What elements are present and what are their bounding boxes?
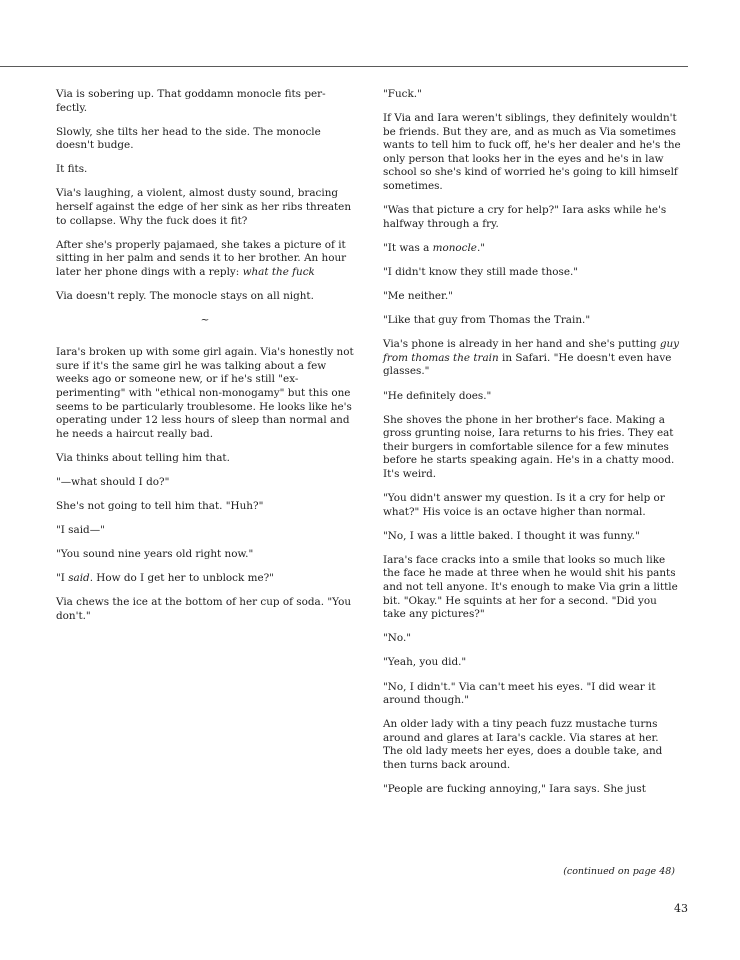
paragraph: An older lady with a tiny peach fuzz mustache turns around and glares at Iara's cackle. Via stares at her. The old lady meets her eyes, does a double take, and then turns back around. <box>383 718 663 771</box>
paragraph: "No, I was a little baked. I thought it was funny." <box>383 529 640 542</box>
paragraph <box>56 239 354 280</box>
paragraph <box>383 242 681 256</box>
paragraph: "Yeah, you did." <box>383 656 467 669</box>
italic-text: what the fuck <box>242 265 315 278</box>
paragraph: Iara's face cracks into a smile that looks so much like the face he made at three when he would shit his pants and not tell anyone. It's enough to make Via grin a little bit. "Okay." He squints at her for a second. "Did you take any pictures?" <box>383 553 678 621</box>
text-run: Via's phone is already in her hand and she's putting <box>383 338 660 351</box>
header-rule <box>0 66 688 67</box>
paragraph: She shoves the phone in her brother's face. Making a gross grunting noise, Iara returns to his fries. They eat their burgers in comfortable silence for a few minutes before he starts speaking again. He's in a chatty mood. It's weird. <box>383 413 675 480</box>
text-run: in Safari. "He doesn't even have glasses." <box>383 351 672 378</box>
paragraph: Via chews the ice at the bottom of her cup of soda. "You don't." <box>56 596 352 622</box>
paragraph: "—what should I do?" <box>56 475 170 488</box>
paragraph: Via thinks about telling him that. <box>56 451 230 464</box>
paragraph: "He definitely does." <box>383 389 492 402</box>
text-run: After she's properly pajamaed, she takes a picture of it sitting in her palm and sends it to her brother. An hour later her phone dings with a reply: <box>56 238 347 278</box>
paragraph: "No." <box>383 632 412 645</box>
paragraph: "I didn't know they still made those." <box>383 265 579 278</box>
paragraph: "People are fucking annoying," Iara says. She just <box>383 783 646 796</box>
paragraph: Slowly, she tilts her head to the side. The monocle doesn't budge. <box>56 125 321 152</box>
paragraph: Via doesn't reply. The monocle stays on all night. <box>56 290 314 303</box>
paragraph: It fits. <box>56 163 88 176</box>
right-column <box>383 88 681 807</box>
paragraph: Via's laughing, a violent, almost dusty sound, bracing herself against the edge of her sink as her ribs threaten to collapse. Why the fuck does it fit? <box>56 187 352 227</box>
text-run: "I <box>56 572 69 585</box>
text-run: "It was a <box>383 241 433 254</box>
paragraph: If Via and Iara weren't siblings, they definitely wouldn't be friends. But they are, and as much as Via sometimes wants to tell him to fuck off, he's her dealer and he's the only person that looks her in the eyes and he's in law school so she's kind of worried he's going to kill himself sometimes. <box>383 112 681 193</box>
continued-note: (continued on page 48) <box>563 866 675 877</box>
italic-text: monocle <box>432 241 477 254</box>
paragraph: "I said—" <box>56 524 105 537</box>
left-column <box>56 88 354 634</box>
paragraph <box>56 572 354 586</box>
paragraph: She's not going to tell him that. "Huh?" <box>56 499 264 512</box>
paragraph: "Was that picture a cry for help?" Iara asks while he's halfway through a fry. <box>383 204 667 230</box>
paragraph: "Like that guy from Thomas the Train." <box>383 314 591 327</box>
italic-text: guy from thomas the train <box>383 338 680 364</box>
paragraph: Via is sobering up. That goddamn monocle fits per- fectly. <box>56 88 326 114</box>
text-run: ." <box>476 241 486 254</box>
section-separator: ~ <box>200 314 210 327</box>
paragraph <box>383 338 681 379</box>
paragraph: "Me neither." <box>383 290 453 303</box>
paragraph: "You sound nine years old right now." <box>56 548 254 561</box>
paragraph: Iara's broken up with some girl again. Via's honestly not sure if it's the same girl he was talking about a few weeks ago or someone new, or if he's still "ex- perimenting" with "ethical non-monogamy" but this one seems to be particularly troublesome. He looks like he's operating under 12 less hours of sleep than normal and he needs a haircut really bad. <box>56 346 354 440</box>
paragraph: "You didn't answer my question. Is it a cry for help or what?" His voice is an octave higher than normal. <box>383 492 665 518</box>
paragraph: "No, I didn't." Via can't meet his eyes. "I did wear it around though." <box>383 680 656 707</box>
page-number: 43 <box>674 902 688 915</box>
text-run: . How do I get her to unblock me?" <box>89 572 274 585</box>
italic-text: said <box>68 572 90 585</box>
paragraph: "Fuck." <box>383 88 422 100</box>
